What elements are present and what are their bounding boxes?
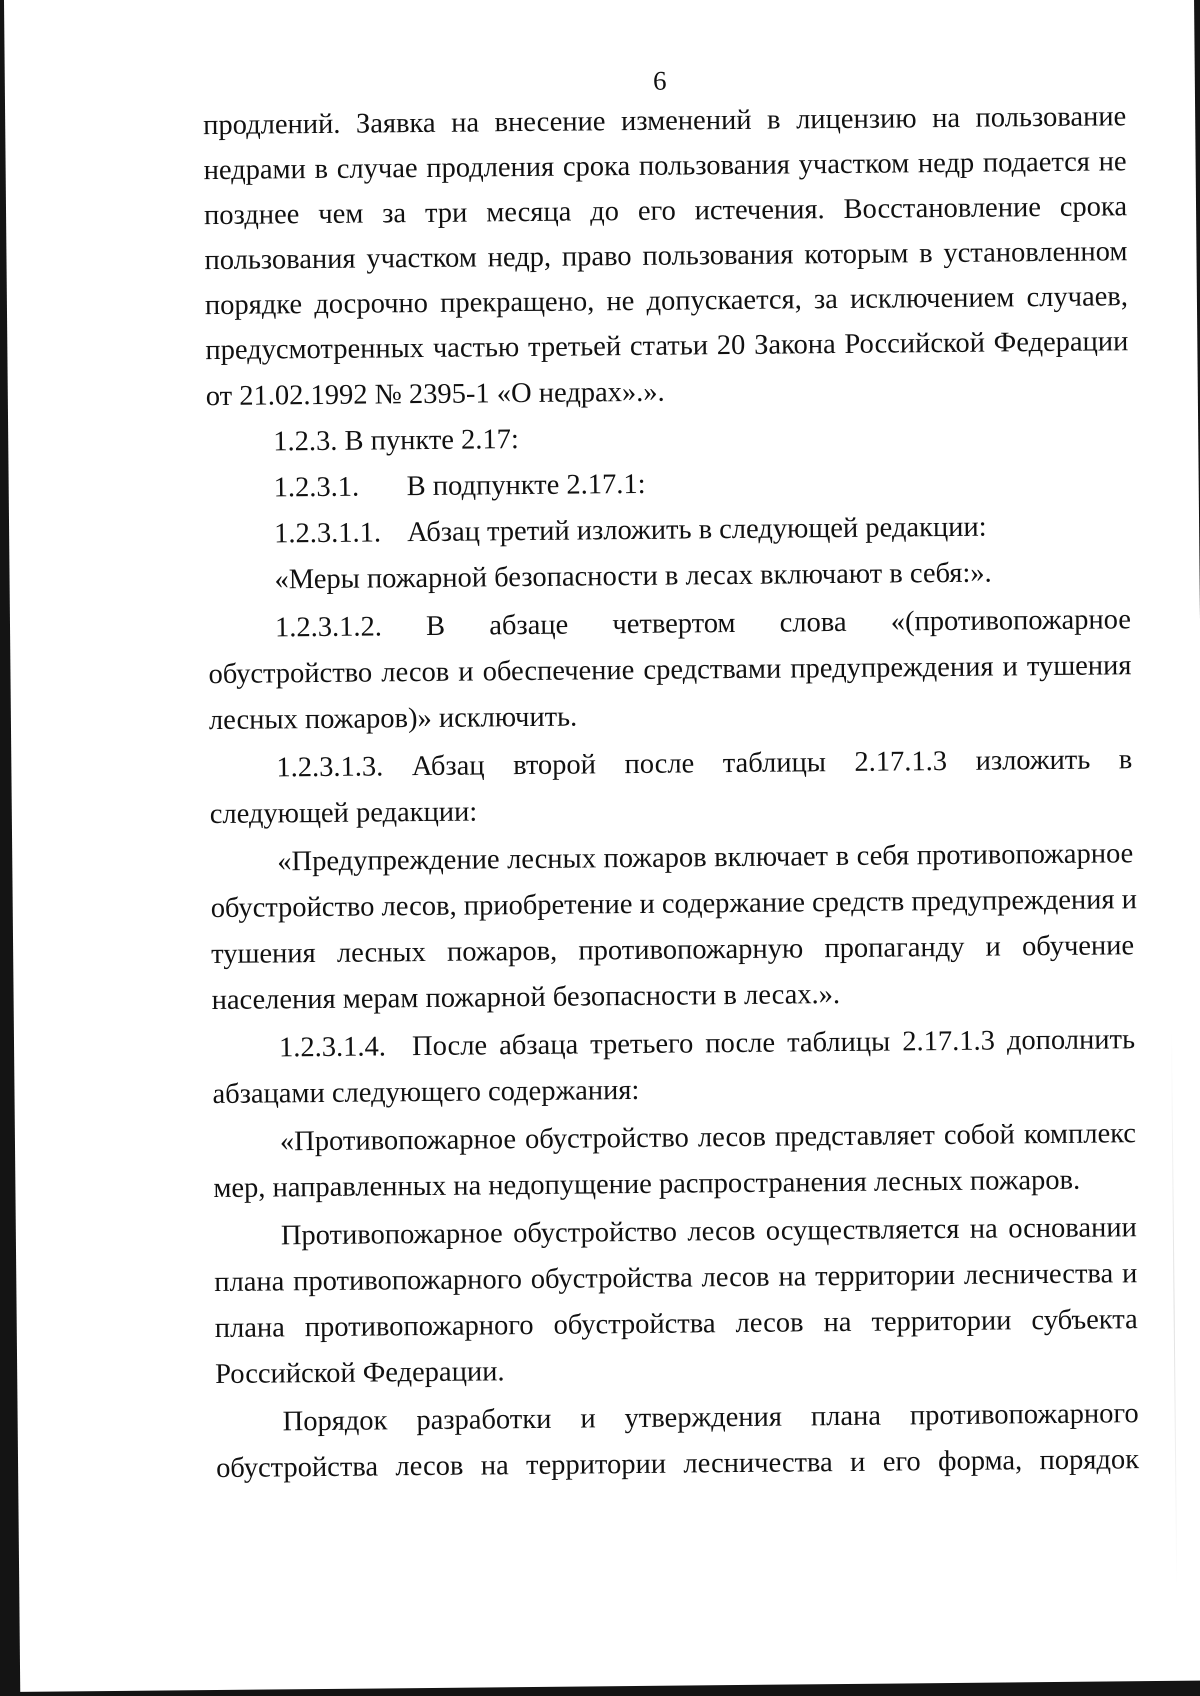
word: В <box>425 610 446 642</box>
word: слова <box>779 606 847 639</box>
text-line: Российской Федерации. <box>215 1356 505 1391</box>
document-page <box>4 0 1200 1692</box>
text-line: тушения лесных пожаров, противопожарную пропаганду и обучение <box>211 930 1135 971</box>
text-line: Противопожарное обустройство лесов осуществляется на основании <box>280 1212 1137 1252</box>
text-line: продлений. Заявка на внесение изменений в лицензию на пользование <box>203 101 1127 142</box>
text-line: абзацами следующего содержания: <box>212 1074 640 1111</box>
quoted-text: «Предупреждение лесных пожаров включает в себя противопожарное <box>277 838 1134 878</box>
word: изложить <box>975 744 1091 777</box>
text-line: населения мерам пожарной безопасности в лесах.». <box>211 979 841 1017</box>
section-heading: 1.2.3. В пункте 2.17: <box>273 424 520 458</box>
item-text: После абзаца третьего после таблицы 2.17.1.3 дополнить <box>411 1024 1136 1063</box>
numbered-item <box>207 506 1130 555</box>
numbered-item <box>212 1020 1135 1069</box>
quoted-text: «Меры пожарной безопасности в лесах включают в себя:». <box>274 557 992 596</box>
item-text: В подпункте 2.17.1: <box>406 468 646 503</box>
page-fold-shadow <box>1171 1029 1177 1589</box>
item-text: Абзац третий изложить в следующей редакции: <box>406 511 987 549</box>
numbered-item-justified <box>208 600 1131 649</box>
word: 1.2.3.1.3. <box>276 751 384 784</box>
quoted-text: «Противопожарное обустройство лесов представляет собой комплекс <box>279 1118 1137 1158</box>
word: Абзац <box>411 750 485 783</box>
text-line: обустройство лесов, приобретение и содержание средств предупреждения и <box>210 884 1138 925</box>
text-line: лесных пожаров)» исключить. <box>208 701 578 737</box>
numbered-item-justified <box>209 740 1132 789</box>
text-line: обустройство лесов и обеспечение средствами предупреждения и тушения <box>208 650 1132 691</box>
word: абзаце <box>489 609 569 642</box>
text-line: от 21.02.1992 № 2395-1 «О недрах».». <box>205 376 665 413</box>
text-line: плана противопожарного обустройства лесов на территории лесничества и <box>214 1258 1138 1299</box>
word: «(противопожарное <box>890 604 1132 638</box>
word: в <box>1118 744 1133 776</box>
word: четвертом <box>612 608 736 641</box>
text-line: плана противопожарного обустройства лесов на территории субъекта <box>214 1304 1138 1345</box>
word: второй <box>512 749 597 782</box>
text-line: позднее чем за три месяца до его истечения. Восстановление срока <box>203 191 1128 232</box>
numbered-item <box>207 460 1130 509</box>
text-line: порядке досрочно прекращено, не допускается, за исключением случаев, <box>204 281 1129 322</box>
text-line: пользования участком недр, право пользования которым в установленном <box>204 236 1128 277</box>
text-line: недрами в случае продления срока пользования участком недр подается не <box>203 146 1127 187</box>
text-line: Порядок разработки и утверждения плана противопожарного <box>282 1398 1139 1438</box>
text-line: следующей редакции: <box>209 796 478 831</box>
item-number: 1.2.3.1.4. <box>278 1031 387 1064</box>
text-line: предусмотренных частью третьей статьи 20 Закона Российской Федерации <box>205 326 1129 367</box>
item-number: 1.2.3.1.1. <box>273 517 382 550</box>
page-number: 6 <box>652 65 667 96</box>
word: таблицы <box>722 747 827 780</box>
word: 1.2.3.1.2. <box>274 611 383 644</box>
word: после <box>624 748 695 781</box>
text-line: обустройства лесов на территории лесничества и его форма, порядок <box>215 1444 1140 1485</box>
word: 2.17.1.3 <box>854 745 948 778</box>
item-number: 1.2.3.1. <box>273 471 360 504</box>
text-line: мер, направленных на недопущение распространения лесных пожаров. <box>213 1164 1081 1205</box>
